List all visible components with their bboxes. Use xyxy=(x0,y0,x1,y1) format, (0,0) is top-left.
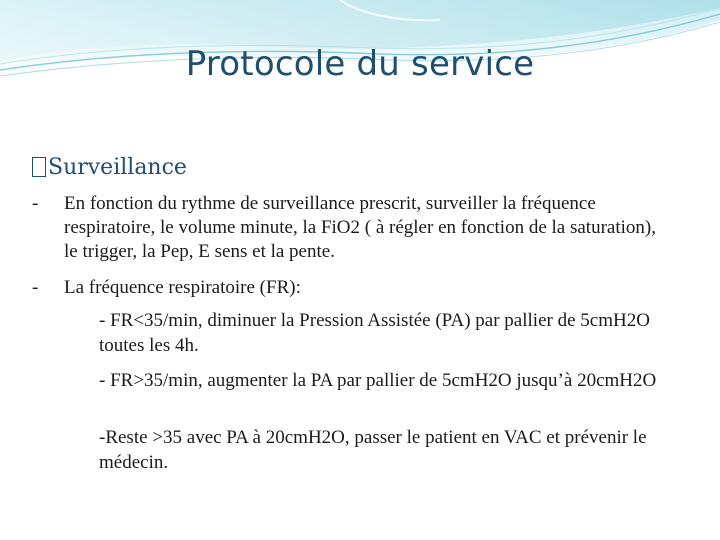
sub-item: - FR>35/min, augmenter la PA par pallier de 5cmH2O jusqu’à 20cmH2O xyxy=(99,370,657,391)
bullet-marker: - xyxy=(32,277,39,298)
sub-item: -Reste >35 avec PA à 20cmH2O, passer le patient en VAC et prévenir le médecin. xyxy=(99,427,647,473)
sub-item: - FR<35/min, diminuer la Pression Assistée (PA) par pallier de 5cmH2O toutes les 4h. xyxy=(99,310,650,356)
bullet-text: En fonction du rythme de surveillance prescrit, surveiller la fréquence respiratoire, le volume minute, la FiO2 ( à régler en fonction de la saturation), le trigger, la Pep, E sens et la pente. xyxy=(64,193,656,262)
bullet-marker: - xyxy=(32,193,39,214)
bullet-text: La fréquence respiratoire (FR): xyxy=(64,277,301,298)
missing-glyph-icon xyxy=(32,157,46,177)
slide-title: Protocole du service xyxy=(185,44,535,84)
section-heading-text: Surveillance xyxy=(48,155,187,180)
section-heading xyxy=(32,155,187,180)
